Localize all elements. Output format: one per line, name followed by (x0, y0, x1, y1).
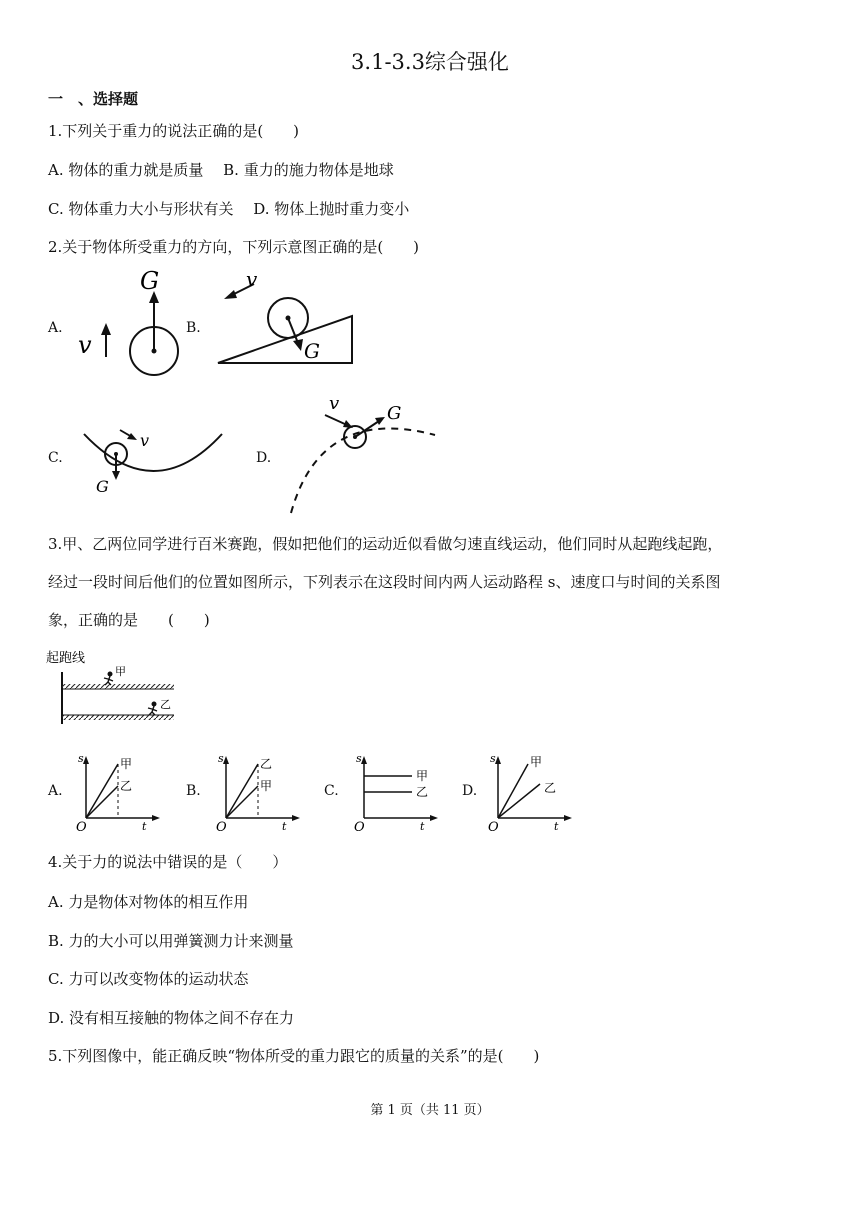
qb-origin-label: O (216, 820, 227, 835)
qc-yi-label: 乙 (416, 785, 429, 799)
q2-figure-a (70, 265, 190, 390)
qb-s-label: s (218, 752, 224, 765)
q2b-g-label: G (304, 339, 320, 363)
qd-jia-label: 甲 (530, 755, 543, 769)
q2d-g-label: G (387, 403, 402, 424)
q1-options-ab: A. 物体的重力就是质量 B. 重力的施力物体是地球 (48, 161, 394, 179)
q5-stem: 5.下列图像中，能正确反映“物体所受的重力跟它的质量的关系”的是( ) (48, 1047, 540, 1065)
q3-stem-line3: 象，正确的是 ( ) (48, 611, 210, 629)
qa-origin-label: O (76, 820, 87, 835)
q2-stem: 2.关于物体所受重力的方向，下列示意图正确的是( ) (48, 238, 420, 256)
section-heading: 一 、选择题 (48, 90, 139, 108)
q2a-v-label: v (78, 331, 92, 359)
q3-label-b: B. (186, 783, 201, 799)
q4-option-a: A. 力是物体对物体的相互作用 (48, 893, 249, 911)
q4-option-b: B. 力的大小可以用弹簧测力计来测量 (48, 932, 294, 950)
page-footer: 第 1 页（共 11 页） (370, 1103, 490, 1118)
q1-stem: 1.下列关于重力的说法正确的是( ) (48, 122, 300, 140)
q2-figure-c (80, 420, 230, 495)
qd-yi-label: 乙 (544, 781, 557, 795)
q3-label-a: A. (48, 783, 63, 799)
qa-jia-label: 甲 (120, 757, 133, 771)
qd-s-label: s (490, 752, 496, 765)
track-yi-label: 乙 (160, 698, 171, 711)
qb-yi-label: 乙 (260, 757, 273, 771)
q2d-v-label: v (329, 393, 340, 414)
q2-label-c: C. (48, 450, 63, 466)
page-title: 3.1-3.3综合强化 (351, 50, 509, 74)
qd-t-label: t (554, 820, 559, 833)
q1-options-cd: C. 物体重力大小与形状有关 D. 物体上抛时重力变小 (48, 200, 410, 218)
qa-yi-label: 乙 (120, 779, 133, 793)
q3-graph-c (352, 752, 442, 835)
q2-label-b: B. (186, 320, 201, 336)
q3-stem-line1: 3.甲、乙两位同学进行百米赛跑，假如把他们的运动近似看做匀速直线运动，他们同时从起跑线起跑， (48, 535, 723, 553)
q4-stem: 4.关于力的说法中错误的是（ ） (48, 853, 288, 871)
q2c-v-label: v (140, 431, 150, 450)
q2-label-d: D. (256, 450, 272, 466)
q2-figure-b (210, 268, 360, 368)
q3-stem-line2: 经过一段时间后他们的位置如图所示，下列表示在这段时间内两人运动路程 s、速度口与时间的关系图 (48, 573, 721, 591)
qc-s-label: s (356, 752, 362, 765)
qc-origin-label: O (354, 820, 365, 835)
q3-track-figure (46, 648, 176, 726)
q2-label-a: A. (48, 320, 63, 336)
qc-jia-label: 甲 (416, 769, 429, 783)
q4-option-d: D. 没有相互接触的物体之间不存在力 (48, 1009, 295, 1027)
qa-s-label: s (78, 752, 84, 765)
track-jia-label: 甲 (115, 665, 126, 678)
q4-option-c: C. 力可以改变物体的运动状态 (48, 970, 249, 988)
q3-graph-d (486, 752, 576, 835)
q3-label-c: C. (324, 783, 339, 799)
q2-figure-d (285, 395, 445, 520)
start-line-label: 起跑线 (46, 651, 86, 666)
q2b-v-label: v (246, 267, 258, 291)
q3-graph-a (74, 752, 164, 835)
q3-graph-b (214, 752, 304, 835)
qc-t-label: t (420, 820, 425, 833)
qa-t-label: t (142, 820, 147, 833)
q2a-g-label: G (140, 267, 160, 295)
q2c-g-label: G (96, 477, 109, 496)
qb-t-label: t (282, 820, 287, 833)
qd-origin-label: O (488, 820, 499, 835)
qb-jia-label: 甲 (260, 779, 273, 793)
q3-label-d: D. (462, 783, 478, 799)
